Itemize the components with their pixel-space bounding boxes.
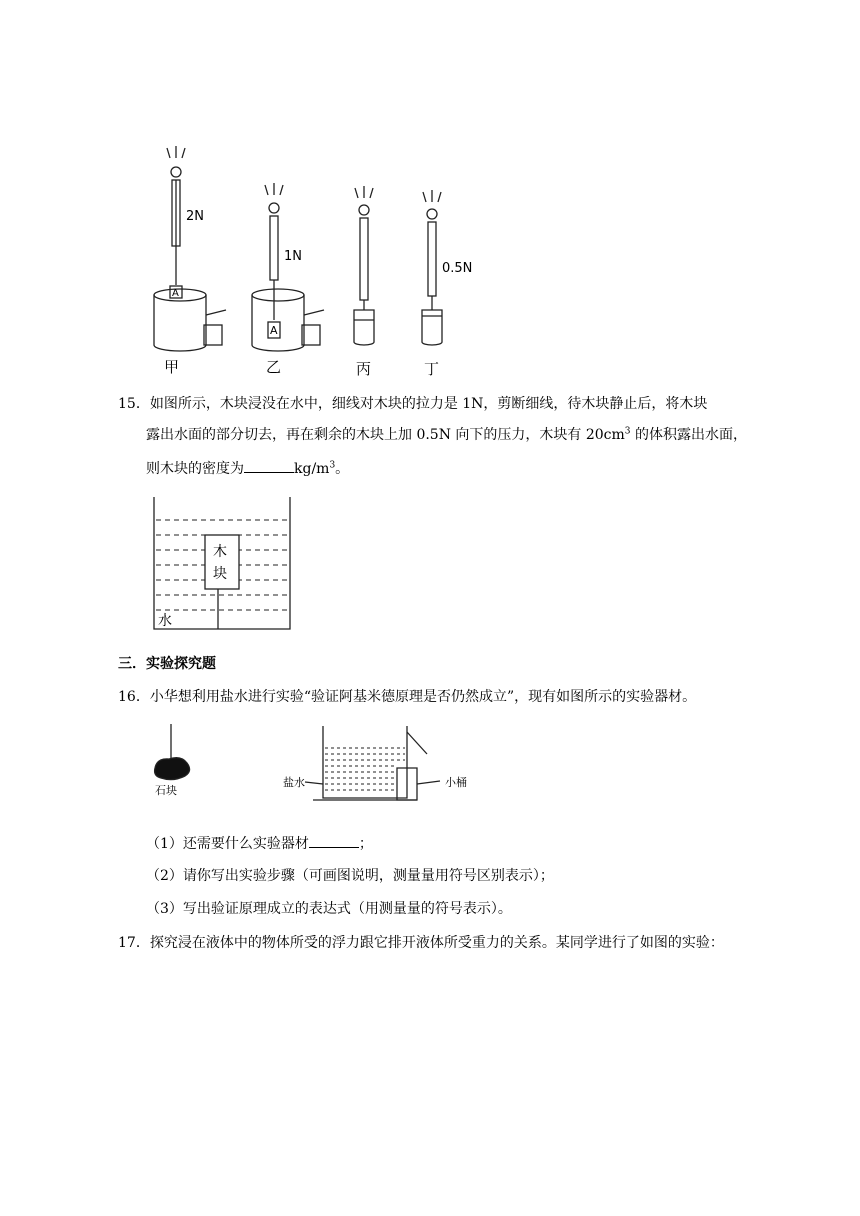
q15-line3 xyxy=(146,458,349,479)
panel-label-jia: 甲 xyxy=(164,358,180,376)
bucket-label: 小桶 xyxy=(445,776,467,789)
q16-sub3: （3）写出验证原理成立的表达式（用测量量的符号表示）。 xyxy=(146,901,512,917)
spring-scale-figure xyxy=(140,140,480,380)
q16-sub2: （2）请你写出实验步骤（可画图说明，测量量用符号区别表示）； xyxy=(146,868,554,884)
scale-bing xyxy=(354,186,374,345)
q17-text: 探究浸在液体中的物体所受的浮力跟它排开液体所受重力的关系。某同学进行了如图的实验： xyxy=(149,935,724,951)
q16-sub1-blank[interactable] xyxy=(309,833,359,848)
q15-text-line3a: 则木块的密度为 xyxy=(146,461,244,477)
q17-line xyxy=(118,933,724,953)
q15-period: 。 xyxy=(335,461,350,477)
q16-number: 16． xyxy=(118,689,150,705)
reading-yi: 1N xyxy=(284,249,302,264)
panel-label-ding: 丁 xyxy=(424,360,440,378)
section-three-heading: 三．实验探究题 xyxy=(118,656,216,672)
q16-line xyxy=(118,687,696,707)
salt-water-label: 盐水 xyxy=(283,776,305,789)
q15-line1 xyxy=(118,394,707,414)
panel-label-yi: 乙 xyxy=(266,358,282,376)
scale-ding xyxy=(422,190,442,345)
wood-block-figure xyxy=(150,495,295,635)
wood-block-label-2: 块 xyxy=(213,566,227,582)
q15-sup-cm3: 3 xyxy=(624,426,631,437)
q16-sub1-end: ； xyxy=(358,836,373,852)
salt-water-figure xyxy=(145,720,505,805)
q15-text-line2a: 露出水面的部分切去，再在剩余的木块上加 0.5N 向下的压力，木块有 20cm xyxy=(146,427,625,443)
reading-jia: 2N xyxy=(186,209,204,224)
q16-text: 小华想利用盐水进行实验“验证阿基米德原理是否仍然成立”，现有如图所示的实验器材。 xyxy=(149,689,697,705)
panel-label-bing: 丙 xyxy=(356,360,372,378)
reading-ding: 0.5N xyxy=(442,261,473,276)
q15-answer-blank[interactable] xyxy=(244,458,294,473)
q15-unit: kg/m xyxy=(294,461,330,477)
q15-text-line2b: 的体积露出水面， xyxy=(630,427,747,443)
q15-text-line1: 如图所示，木块浸没在水中，细线对木块的拉力是 1N，剪断细线，待木块静止后，将木块 xyxy=(149,396,708,412)
q17-number: 17． xyxy=(118,935,150,951)
scale-yi xyxy=(252,183,324,351)
wood-block-label-1: 木 xyxy=(213,544,227,560)
water-label: 水 xyxy=(158,613,172,629)
block-label-yi: A xyxy=(270,324,278,337)
block-label-jia: A xyxy=(172,288,179,299)
q16-sub1 xyxy=(146,833,373,854)
q16-sub1-text: （1）还需要什么实验器材 xyxy=(146,836,309,852)
stone-label: 石块 xyxy=(155,784,177,797)
q15-line2 xyxy=(146,425,747,445)
q15-unit-sup: 3 xyxy=(329,460,336,471)
scale-jia xyxy=(154,146,226,351)
q15-number: 15． xyxy=(118,396,150,412)
